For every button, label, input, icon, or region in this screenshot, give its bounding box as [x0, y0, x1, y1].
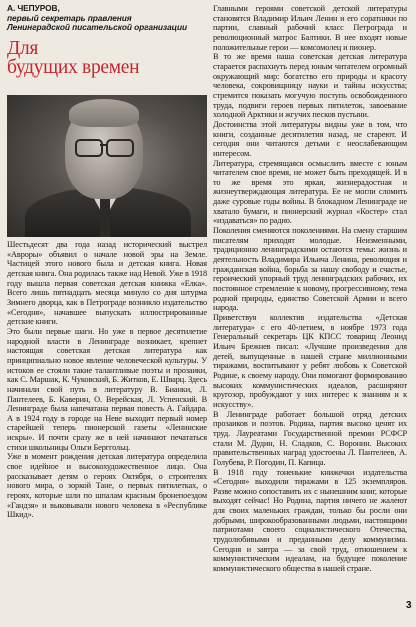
right-paragraph-4: Литература, стремящаяся осмыслить вместе с юным читателем свое время, не может быть преходящей. И в то же время это яркая, жизнерадостная и жизнеутверждающая литература. Ее не могли сломить даже суровые годы войны. В блокадном Ленинграде не хватало бумаги, и пионерский журнал «Костер» стал «издаваться» по радио. [213, 158, 407, 226]
author-name: А. ЧЕПУРОВ, [7, 3, 60, 13]
headline-line-2: будущих времен [7, 56, 140, 78]
left-paragraph-2: Это были первые шаги. Но уже в первое десятилетие народной власти в Ленинграде возникает, крепнет настоящая советская детская литература как принципиально новое явление человеческой культуры. У истоков ее стояли такие талантливые поэты и прозаики, как С. Маршак, К. Чуковский, Б. Житков, Е. Шварц. Здесь начинали свой путь в литературу В. Бианки, Л. Пантелеев, Б. Каверин, О. Верейская, Л. Успенский. В Ленинграде была напечатана первая повесть А. Гайдара. А в 1924 году в городе на Неве выходит первый номер старейшей теперь пионерской газеты «Ленинские искры». И почти сразу же в ней начинают печататься стихи школьницы Ольги Берггольц. [7, 326, 207, 452]
photo-glasses-left [75, 139, 103, 157]
left-paragraph-3: Уже в момент рождения детская литература определила свое идейное и высокохудожественное лицо. Она рассказывает детям о героях Октября, о строителях нового мира, о зоркой Тане, о первых пятилетках, о героях, которые шли по шпалам красным бронепоездом «Гандзя» и выковывали нового человека в «Республике Шкид». [7, 452, 207, 520]
article-header [7, 4, 207, 77]
left-column-body [7, 240, 207, 520]
photo-tie [100, 197, 110, 237]
right-paragraph-1: Главными героями советской детской литературы становятся Владимир Ильич Ленин и его соратники по партии, славный рабочий класс Петрограда и революционный матрос Балтики. В нее входят новые положительные герои — комсомолец и пионер. [213, 4, 407, 52]
author-role-line-2: Ленинградской писательской организации [7, 22, 188, 33]
author-portrait-photo [7, 95, 207, 237]
right-paragraph-5: Поколения сменяются поколениями. На смену старшим писателям приходят молодые. Неизменными, традиционно ленинградскими остаются темы: жизнь и деятельность Владимира Ильича Ленина, революция и гражданская война, борьба за нашу свободу и счастье, героический упорный труд ленинградских рабочих, их постоянное стремление к новому, прогрессивному, тема родной природы, единство Советской Армии и всего народа. [213, 226, 407, 313]
right-paragraph-7: В Ленинграде работает большой отряд детских прозаиков и поэтов. Родина, партия высоко ценят их труд. Лауреатами Государственной премии РСФСР стали М. Дудин, Н. Сладков, С. Воронин. Высоких правительственных наград удостоены Л. Пантелеев, А. Голубева, Р. Погодин, П. Капица. [213, 409, 407, 467]
right-paragraph-3: Достоинства этой литературы видны уже в том, что книги, созданные десятилетия назад, не стареют. И сегодня они читаются детьми с неослабевающим интересом. [213, 119, 407, 158]
photo-glasses-right [106, 139, 134, 157]
right-column-body [213, 4, 407, 574]
article-headline [7, 39, 207, 77]
right-paragraph-2: В то же время наша советская детская литература старается распахнуть перед юным читателем огромный окружающий мир: богатство его природы и красоту человека, сокровищницу науки и тайны искусства; стремится показать могучую поступь освобожденного труда, подвиги героев первых пятилеток, завоевание холодной Арктики и жгучих песков пустыни. [213, 52, 407, 120]
right-paragraph-6: Приветствуя коллектив издательства «Детская литература» с его 40-летием, в ноябре 1973 года Генеральный секретарь ЦК КПСС товарищ Леонид Ильич Брежнев писал: «Лучшие произведения для детей, выпущенные в нашей стране миллионными тиражами, воспитывают у ребят любовь к Советской Родине, к своему народу. Они помогают формированию высоких коммунистических идеалов, расширяют кругозор, пробуждают у них интерес к знаниям и к искусству». [213, 313, 407, 409]
page-number: 3 [406, 600, 412, 611]
photo-glasses-bridge [100, 144, 107, 146]
headline-line-1: Для [7, 37, 39, 59]
left-paragraph-1: Шестьдесят два года назад исторический выстрел «Авроры» объявил о начале новой эры на Земле. Частицей этого нового была и детская книга. Новая детская книга. Она родилась также над Невой. Уже в 1918 году вышла первая советская детская книжка «Елка». Всего лишь пятнадцать месяца минуло со дня штурма Зимнего дворца, как в Петрограде возникло издательство «Сегодня», начавшее выпускать иллюстрированные детские книги. [7, 240, 207, 327]
photo-hair [69, 99, 139, 127]
right-paragraph-8: В 1918 году тоненькие книжечки издательства «Сегодня» выходили тиражами в 125 экземпляров. Разве можно сопоставить их с нынешним книг, которые выходят сейчас! Но Родина, партия ничего не жалеют для своих маленьких граждан, только бы росли они добрыми, широкообразованными людьми, настоящими патриотами своего социалистического Отечества, трудолюбивыми и преданными делу коммунизма. Сегодня и завтра — за свой труд, отношением к коммунистическим идеалам, на будущее поколение коммунистического общества в нашей стране. [213, 467, 407, 574]
author-role-line-1: первый секретарь правления [7, 12, 132, 23]
